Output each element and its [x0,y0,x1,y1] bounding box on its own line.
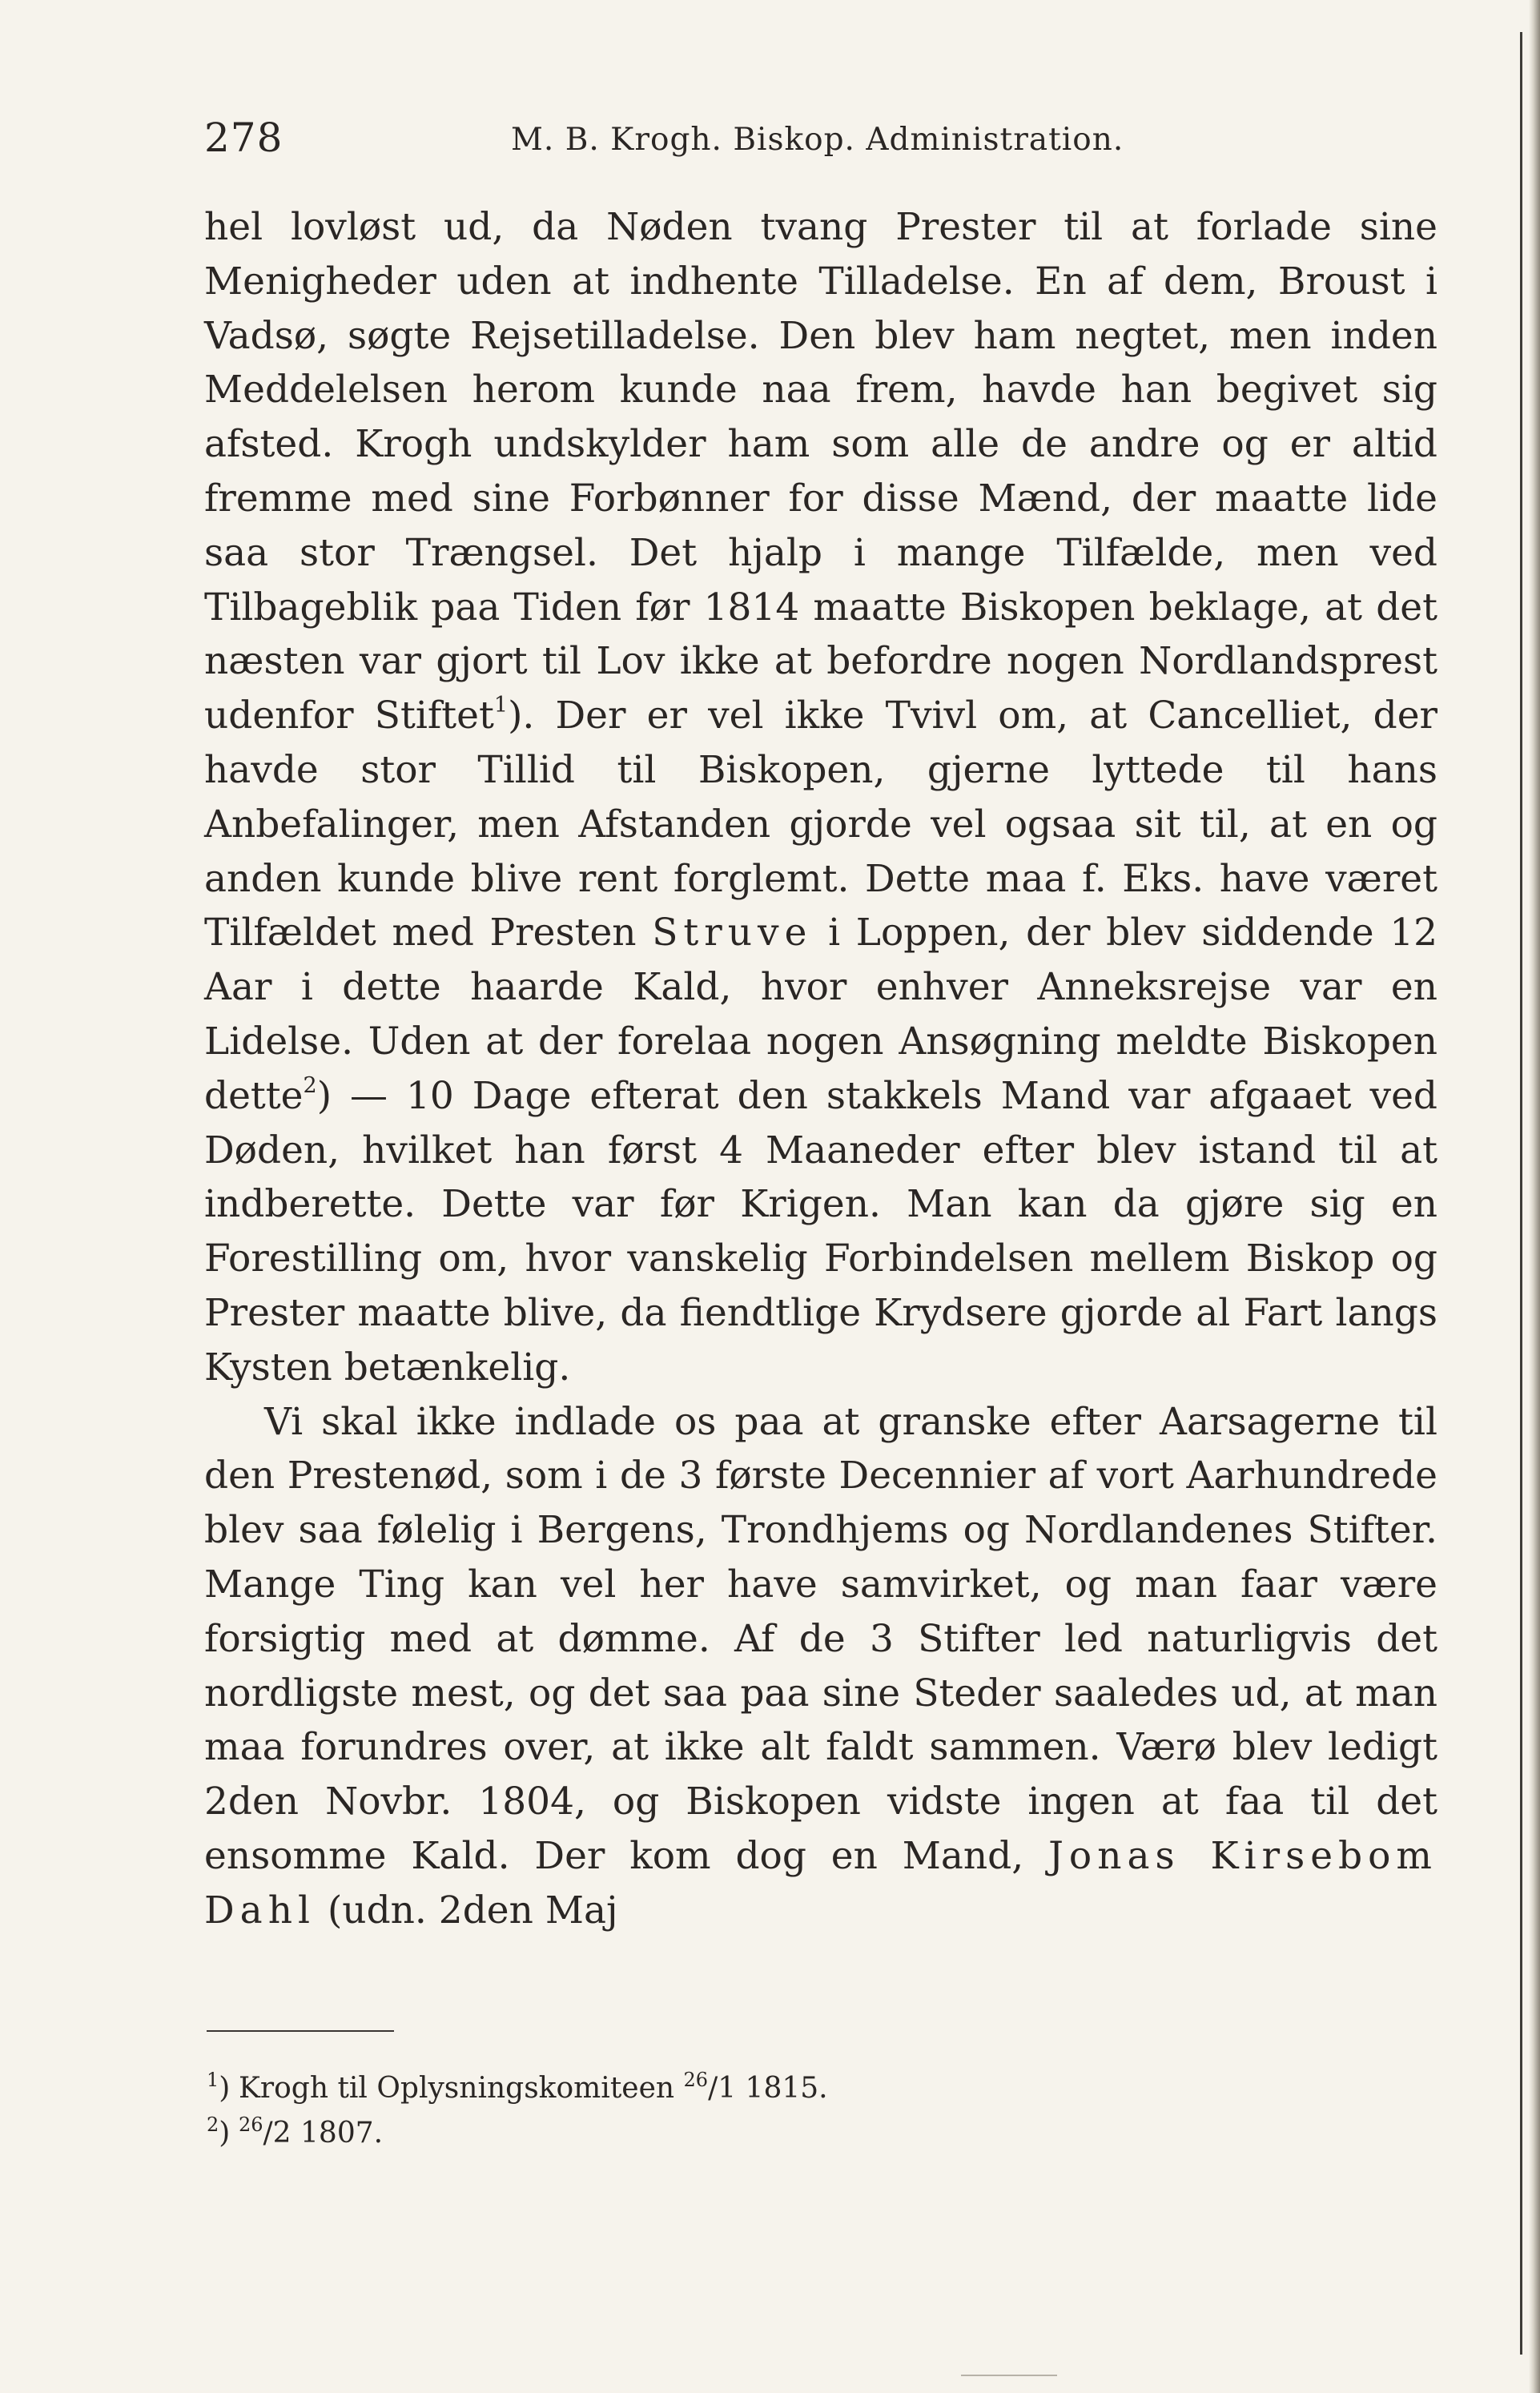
footnote-2-text [239,2113,384,2150]
body-text [204,200,1437,1938]
footnote-1-text [239,2069,828,2105]
paragraph-2 [204,1395,1437,1938]
paragraph-1-part-b: ). Der er vel ikke Tvivl om, at Cancelliet, der havde stor Tillid til Biskopen, gjerne lyttede til hans Anbefalinger, men Afstanden gjorde vel ogsaa sit til, at en og anden kunde blive rent forglemt. Dette maa f. Eks. have været Tilfældet med Presten [204,694,1437,955]
page-edge-line [1520,32,1522,2355]
paragraph-1-part-c: i Loppen, der blev siddende 12 Aar i dette haarde Kald, hvor enhver Anneksrejse var en Lidelse. Uden at der forelaa nogen Ansøgning meldte Biskopen dette [204,911,1437,1118]
footnote-2 [207,2111,1168,2156]
footnote-2-date-rest: /2 1807. [263,2117,384,2150]
paragraph-2-part-a: Vi skal ikke indlade os paa at granske efter Aarsagerne til den Prestenød, som i de 3 første Decennier af vort Aarhundrede blev saa følelig i Bergens, Trondhjems og Nordlandenes Stifter. Mange Ting kan vel her have samvirket, og man faar være forsigtig med at dømme. Af de 3 Stifter led naturligvis det nordligste mest, og det saa paa sine Steder saaledes ud, at man maa forundres over, at ikke alt faldt sammen. Værø blev ledigt 2den Novbr. 1804, og Biskopen vidste ingen at faa til det ensomme Kald. Der kom dog en Mand, [204,1399,1437,1878]
paragraph-1-part-d: ) — 10 Dage efterat den stakkels Mand var afgaaet ved Døden, hvilket han først 4 Maaneder efter blev istand til at indberette. Dette var før Krigen. Man kan da gjøre sig en Forestilling om, hvor vanskelig Forbindelsen mellem Biskop og Prester maatte blive, da fiendtlige Krydsere gjorde al Fart langs Kysten betænkelig. [204,1073,1437,1390]
page-number: 278 [204,115,283,161]
footnote-2-date-day: 26 [239,2113,263,2136]
footnote-1-date-day: 26 [683,2069,709,2091]
name-jonas-kirsebom-dahl: Jonas Kirsebom Dahl [204,1833,1437,1932]
footnote-ref-2[interactable]: 2 [303,1072,317,1098]
paragraph-1-part-a: hel lovløst ud, da Nøden tvang Prester til at forlade sine Menigheder uden at indhente Tilladelse. En af dem, Broust i Vadsø, søgte Rejsetilladelse. Den blev ham negtet, men inden Meddelelsen herom kunde naa frem, havde han begivet sig afsted. Krogh undskylder ham som alle de andre og er altid fremme med sine Forbønner for disse Mænd, der maatte lide saa stor Trængsel. Det hjalp i mange Tilfælde, men ved Tilbageblik paa Tiden før 1814 maatte Biskopen beklage, at det næsten var gjort til Lov ikke at befordre nogen Nordlandsprest udenfor Stiftet [204,205,1437,738]
name-struve: Struve [652,911,813,955]
page-header [204,114,1437,162]
footnote-1-source: Krogh til Oplysningskomiteen [239,2072,675,2105]
page-edge-shadow [1529,0,1540,2393]
paragraph-1 [204,200,1437,1395]
footnote-1-number: 1 [207,2069,219,2091]
footnote-1 [207,2066,1168,2111]
scan-artifact-line [961,2375,1057,2376]
footnote-divider [207,2030,394,2032]
footnote-ref-1[interactable]: 1 [493,693,509,718]
footnote-1-mark: $^1$) [207,2069,231,2105]
footnote-2-mark: $^2$) [207,2113,231,2150]
running-title: M. B. Krogh. Biskop. Administration. [511,122,1124,158]
footnote-1-date-rest: /1 1815. [708,2072,828,2105]
footnote-2-number: 2 [207,2113,219,2136]
paragraph-2-part-b: (udn. 2den Maj [327,1888,618,1932]
footnotes [207,2066,1168,2156]
